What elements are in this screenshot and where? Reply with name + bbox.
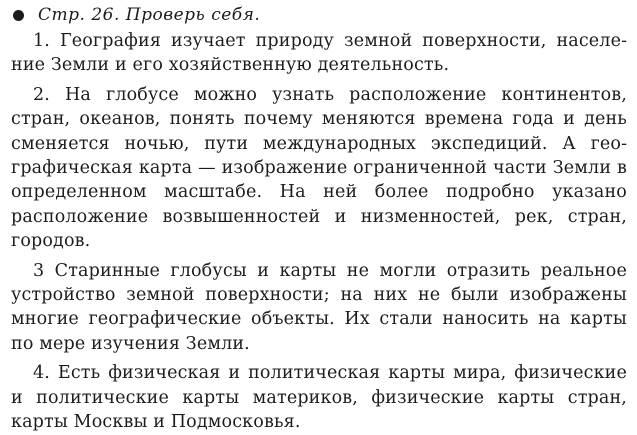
- answer-paragraph-3: 3 Старинные глобусы и карты не могли отразить реальное устройство земной поверхности; на них не были изображены многие географические объекты. Их стали наносить на карты по мере изучения Земли.: [11, 260, 627, 354]
- answer-paragraph-2: 2. На глобусе можно узнать расположение континентов, стран, океанов, понять почему меняются времена года и день сменяется ночью, пути международных экспедиций. А географическая карта — изображение ограниченной части Земли в определенном масштабе. На ней более подробно указано расположение возвышенностей и низменностей, рек, стран, городов.: [11, 84, 627, 252]
- section-title: Стр. 26. Проверь себя.: [38, 5, 261, 25]
- bullet-icon: [13, 10, 24, 21]
- answer-paragraph-1: 1. География изучает природу земной поверхности, население Земли и его хозяйственную деятельность.: [11, 31, 627, 76]
- answer-paragraph-4: 4. Есть физическая и политическая карты мира, физические и политические карты материков, физические карты стран, карты Москвы и Подмосковья.: [11, 363, 627, 433]
- section-header: [11, 2, 627, 28]
